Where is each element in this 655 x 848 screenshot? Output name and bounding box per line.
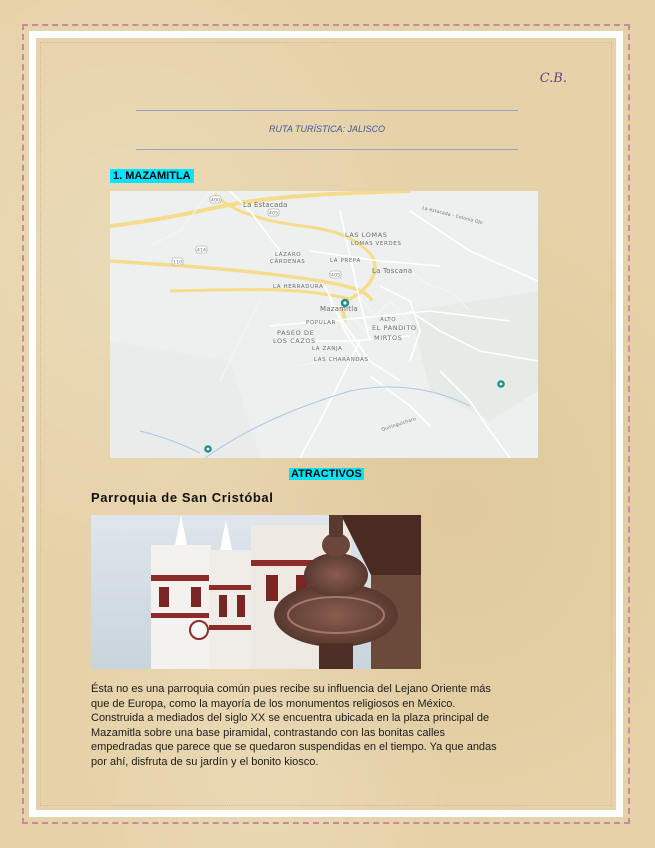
road-number-405b: 405 [331, 273, 341, 279]
road-number-405: 405 [269, 211, 279, 217]
map-label-cardenas: CÁRDENAS [270, 259, 306, 265]
map-label-el-pandito: EL PANDITO [372, 324, 417, 332]
road-number-414: 414 [197, 248, 207, 254]
map-label-lomas-verdes: LOMAS VERDES [351, 241, 402, 247]
map-label-mazamitla: Mazamitla [320, 305, 358, 313]
map-label-la-zanja: LA ZANJA [312, 346, 343, 352]
map-label-mirtos: MIRTOS [374, 334, 403, 342]
map-label-la-toscana: La Toscana [372, 267, 413, 275]
section-heading: 1. MAZAMITLA [110, 169, 194, 183]
map-image[interactable] [110, 191, 538, 458]
map-canvas [110, 191, 538, 458]
road-number-400: 400 [211, 198, 221, 204]
divider-top [136, 110, 518, 111]
map-label-los-cazos: LOS CAZOS [273, 337, 316, 345]
route-title: RUTA TURÍSTICA: JALISCO [268, 124, 385, 134]
map-label-lazaro: LÁZARO [275, 252, 302, 258]
road-number-110: 110 [173, 260, 183, 266]
map-label-paseo-de: PASEO DE [277, 329, 315, 337]
map-pin-icon[interactable] [497, 380, 505, 388]
map-label-alto: ALTO [380, 317, 397, 323]
attraction-description [91, 682, 561, 770]
attractions-label: ATRACTIVOS [291, 468, 362, 480]
church-photo [91, 515, 421, 669]
description-line: Ésta no es una parroquia común pues recibe su influencia del Lejano Oriente más [91, 683, 491, 695]
map-label-las-charandas: LAS CHARANDAS [314, 357, 369, 363]
description-line: que de Europa, como la mayoría de los monumentos religiosos en México. [91, 697, 456, 710]
map-label-la-herradura: LA HERRADURA [273, 284, 324, 290]
map-label-popular: POPULAR [306, 320, 336, 326]
description-line: Mazamitla sobre una base piramidal, contrastando con las bonitas calles [91, 726, 446, 739]
map-label-las-lomas: LAS LOMAS [345, 231, 388, 239]
map-label-road: La estacada - Colonia Ojo [421, 206, 484, 227]
author-initials: C.B. [539, 71, 567, 86]
description-line: por ahí, disfruta de su jardín y el bonito kiosco. [91, 755, 319, 768]
map-label-quiringuicharo: Quiringuicharo [381, 417, 417, 433]
attraction-title: Parroquia de San Cristóbal [91, 490, 274, 505]
description-line: empedradas que parece que se quedaron suspendidas en el tiempo. Ya que andas [91, 741, 497, 754]
divider-bottom [136, 149, 518, 150]
description-line: Construida a mediados del siglo XX se encuentra ubicada en la plaza principal de [91, 712, 490, 725]
map-label-estacada: La Estacada [243, 201, 288, 209]
map-pin-icon[interactable] [204, 445, 212, 453]
map-label-la-prepa: LA PREPA [330, 258, 361, 264]
